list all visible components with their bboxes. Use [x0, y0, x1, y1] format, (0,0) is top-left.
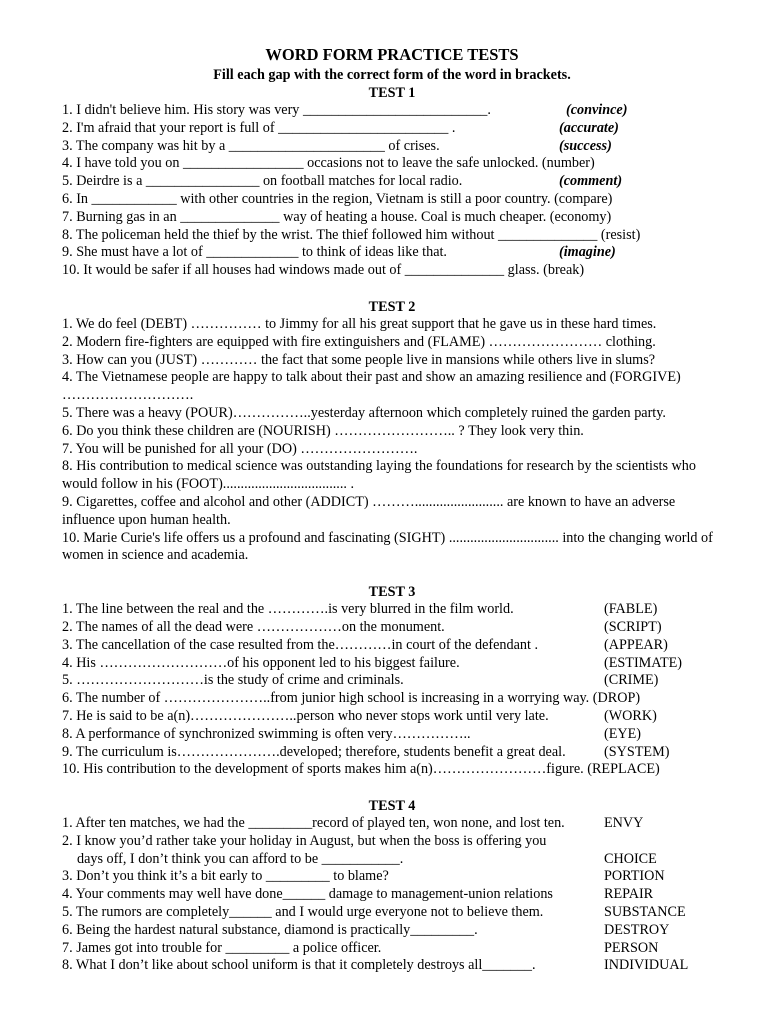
test-4-item [62, 815, 722, 833]
test-4-item [62, 940, 722, 958]
test-4-item [62, 886, 722, 904]
question-text: 6. In ____________ with other countries in the region, Vietnam is still a poor country. (compare) [62, 190, 613, 207]
test-2-item: 2. Modern fire-fighters are equipped with fire extinguishers and (FLAME) …………………… clothing. [62, 333, 656, 350]
test-4-list [62, 815, 722, 975]
test-4-heading: TEST 4 [368, 798, 416, 815]
test-3-item [62, 708, 722, 726]
test-1-item [62, 262, 722, 280]
question-text: 1. I didn't believe him. His story was very __________________________. [62, 102, 491, 118]
instruction: Fill each gap with the correct form of the word in brackets. [213, 67, 571, 83]
test-1-item [62, 227, 722, 245]
test-1-heading: TEST 1 [368, 85, 416, 101]
question-text: 6. Being the hardest natural substance, diamond is practically_________. [62, 921, 478, 938]
test-2-item: 4. The Vietnamese people are happy to talk about their past and show an amazing resilience and (FORGIVE) ………………………. [62, 369, 681, 404]
test-1-item [62, 209, 722, 227]
word-hint: (APPEAR) [604, 636, 668, 653]
test-4-item [62, 957, 722, 975]
word-hint: (SCRIPT) [604, 618, 662, 635]
word-hint: (success) [559, 137, 612, 154]
question-text: 7. James got into trouble for _________ a police officer. [62, 939, 382, 956]
test-2-item: 5. There was a heavy (POUR)……………..yesterday afternoon which completely ruined the garden party. [62, 404, 666, 421]
question-text: 2. I know you’d rather take your holiday in August, but when the boss is offering you [62, 832, 547, 849]
question-text: 2. The names of all the dead were ………………on the monument. [62, 618, 445, 635]
test-3-item [62, 601, 722, 619]
test-4-item [62, 868, 722, 886]
test-1-item [62, 120, 722, 138]
question-text: 3. The company was hit by a ______________________ of crises. [62, 137, 440, 154]
test-2-item: 3. How can you (JUST) ………… the fact that some people live in mansions while others live in slums? [62, 351, 656, 368]
test-2-item: 7. You will be punished for all your (DO) ……………………. [62, 440, 418, 457]
word-hint: (imagine) [559, 244, 616, 261]
test-4-item [62, 904, 722, 922]
question-text: 5. ………………………is the study of crime and criminals. [62, 672, 404, 689]
question-text: 9. The curriculum is………………….developed; therefore, students benefit a great deal. [62, 743, 566, 760]
question-text: days off, I don’t think you can afford to be ___________. [77, 850, 404, 867]
word-hint: ENVY [604, 815, 644, 832]
question-text: 6. The number of …………………..from junior high school is increasing in a worrying way. (DROP) [62, 690, 641, 707]
test-3-item [62, 761, 722, 779]
test-1-item [62, 155, 722, 173]
test-3-item [62, 690, 722, 708]
test-2-item: 6. Do you think these children are (NOURISH) …………………….. ? They look very thin. [62, 422, 584, 439]
test-3-item [62, 726, 722, 744]
test-2-item: 8. His contribution to medical science was outstanding laying the foundations for research by the scientists who would follow in his (FOOT)................................... . [62, 458, 696, 493]
question-text: 3. The cancellation of the case resulted from the…………in court of the defendant . [62, 636, 539, 653]
test-3-item [62, 619, 722, 637]
test-1-item [62, 138, 722, 156]
test-2-item: 1. We do feel (DEBT) …………… to Jimmy for all his great support that he gave us in these hard times. [62, 315, 657, 332]
test-3-heading: TEST 3 [368, 584, 416, 601]
word-hint: (ESTIMATE) [604, 654, 683, 671]
word-hint: (EYE) [604, 725, 642, 742]
word-hint: INDIVIDUAL [604, 957, 689, 974]
worksheet [62, 44, 722, 975]
question-text: 4. His ………………………of his opponent led to his biggest failure. [62, 654, 460, 671]
test-2-item: 10. Marie Curie's life offers us a profound and fascinating (SIGHT) ............................... into the changing world of women in science and academia. [62, 529, 713, 564]
test-1-item [62, 244, 722, 262]
test-1-item [62, 191, 722, 209]
question-text: 7. Burning gas in an ______________ way of heating a house. Coal is much cheaper. (economy) [62, 208, 612, 225]
word-hint: CHOICE [604, 850, 657, 867]
question-text: 1. After ten matches, we had the _________record of played ten, won none, and lost ten. [62, 815, 565, 832]
test-3-item [62, 655, 722, 673]
test-4-item [62, 833, 722, 851]
question-text: 4. Your comments may well have done______ damage to management-union relations [62, 886, 553, 903]
test-4-item [62, 851, 722, 869]
test-2-list [62, 316, 722, 565]
word-hint: PERSON [604, 939, 659, 956]
test-4-item [62, 922, 722, 940]
word-hint: (accurate) [559, 119, 619, 136]
test-2-heading: TEST 2 [368, 298, 416, 315]
word-hint: (FABLE) [604, 601, 658, 618]
test-3-item [62, 672, 722, 690]
word-hint: SUBSTANCE [604, 904, 686, 921]
question-text: 1. The line between the real and the ………….is very blurred in the film world. [62, 601, 514, 618]
word-hint: (comment) [559, 173, 623, 190]
question-text: 10. It would be safer if all houses had windows made out of ______________ glass. (break) [62, 262, 585, 279]
question-text: 8. What I don’t like about school uniform is that it completely destroys all_______. [62, 957, 536, 974]
word-hint: (WORK) [604, 707, 657, 724]
word-hint: PORTION [604, 868, 665, 885]
test-2-item: 9. Cigarettes, coffee and alcohol and other (ADDICT) ………......................... are known to have an adverse influence upon human health. [62, 493, 676, 528]
word-hint: DESTROY [604, 921, 670, 938]
question-text: 8. The policeman held the thief by the wrist. The thief followed him without ______________ (resist) [62, 226, 641, 243]
question-text: 2. I'm afraid that your report is full of ________________________ . [62, 119, 456, 136]
test-1-item [62, 173, 722, 191]
word-hint: (convince) [566, 102, 628, 118]
test-3-list [62, 601, 722, 779]
question-text: 10. His contribution to the development of sports makes him a(n)……………………figure. (REPLACE) [62, 761, 660, 778]
word-hint: (SYSTEM) [604, 743, 670, 760]
test-1-list [62, 102, 722, 280]
test-3-item [62, 744, 722, 762]
question-text: 5. Deirdre is a ________________ on football matches for local radio. [62, 173, 463, 190]
question-text: 7. He is said to be a(n)…………………..person who never stops work until very late. [62, 707, 549, 724]
question-text: 8. A performance of synchronized swimming is often very…………….. [62, 725, 471, 742]
page-title: WORD FORM PRACTICE TESTS [265, 45, 519, 64]
question-text: 9. She must have a lot of _____________ to think of ideas like that. [62, 244, 447, 261]
question-text: 3. Don’t you think it’s a bit early to _________ to blame? [62, 868, 389, 885]
question-text: 5. The rumors are completely______ and I would urge everyone not to believe them. [62, 904, 544, 921]
test-1-item [62, 102, 722, 120]
word-hint: (CRIME) [604, 672, 659, 689]
word-hint: REPAIR [604, 886, 654, 903]
question-text: 4. I have told you on _________________ occasions not to leave the safe unlocked. (number) [62, 155, 595, 172]
test-3-item [62, 637, 722, 655]
